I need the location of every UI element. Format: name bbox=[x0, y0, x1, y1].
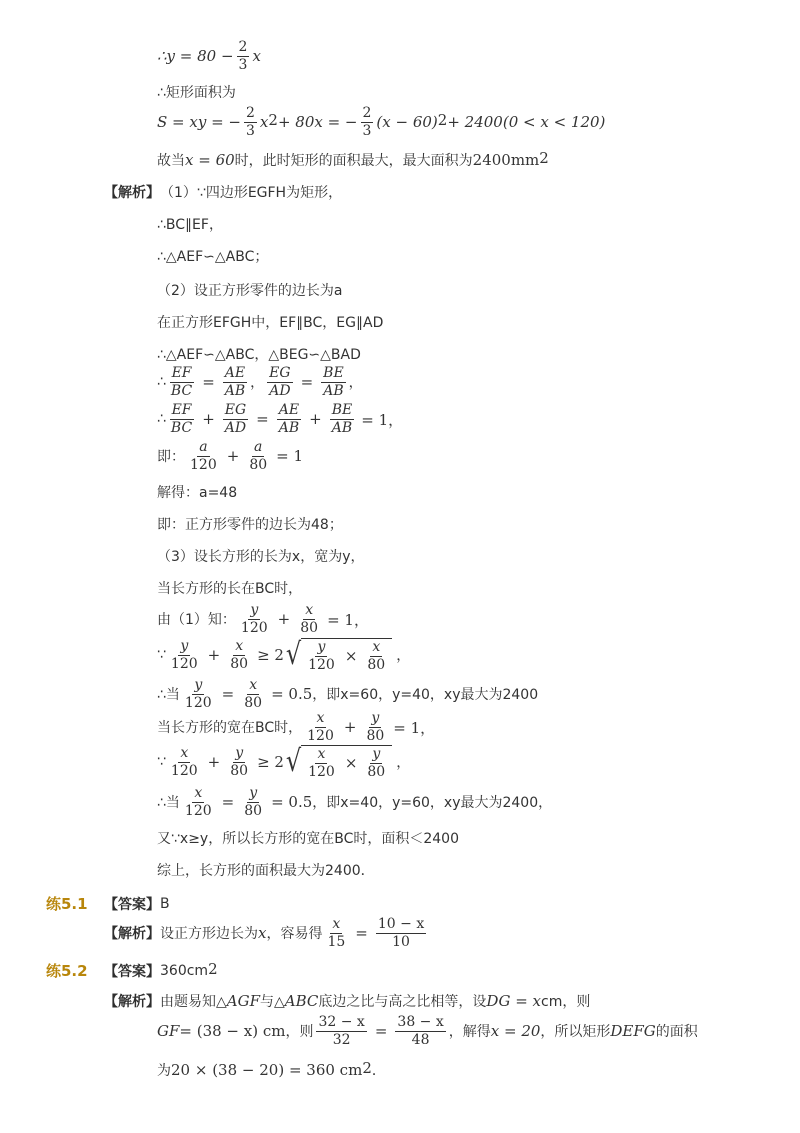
sqrt bbox=[284, 745, 392, 779]
text: ，解得 bbox=[448, 1024, 491, 1041]
answer-label: 【答案】 bbox=[104, 963, 160, 980]
text: （1）∵四边形EGFH为矩形， bbox=[160, 185, 343, 201]
text: = 0.5 bbox=[271, 685, 313, 704]
fraction bbox=[242, 678, 264, 710]
radical-sign: √ bbox=[285, 637, 302, 673]
exercise-number: 练5.2 bbox=[46, 962, 88, 980]
denominator: 80 bbox=[366, 727, 385, 744]
exercise-5-2-jiexi-line3 bbox=[157, 1060, 386, 1080]
jiexi-label: 【解析】 bbox=[104, 926, 160, 943]
fraction bbox=[169, 639, 200, 671]
numerator: y bbox=[235, 745, 244, 761]
fraction bbox=[365, 747, 387, 779]
jiexi-label: 【解析】 bbox=[104, 185, 160, 201]
fraction bbox=[330, 403, 355, 435]
text-line bbox=[157, 280, 343, 300]
text: = 1， bbox=[327, 610, 369, 629]
fraction bbox=[244, 106, 257, 138]
text: = 1 bbox=[276, 447, 304, 466]
text-line bbox=[157, 546, 364, 566]
numerator: AE bbox=[224, 365, 246, 381]
denominator: 120 bbox=[308, 763, 335, 780]
text: 当长方形的宽在BC时， bbox=[157, 720, 303, 737]
text: （3）设长方形的长为x，宽为y， bbox=[157, 549, 365, 565]
equation-p19 bbox=[157, 786, 552, 818]
superscript: 2 bbox=[208, 959, 218, 978]
text-line bbox=[157, 514, 343, 534]
numerator: y bbox=[250, 602, 259, 618]
equation-p17 bbox=[157, 711, 435, 743]
text: 综上，长方形的面积最大为2400． bbox=[157, 863, 375, 879]
fraction bbox=[365, 640, 387, 672]
text: ∴BC∥EF， bbox=[157, 217, 223, 233]
denominator: 80 bbox=[300, 619, 319, 636]
denominator: 10 bbox=[392, 933, 410, 950]
text: ，即x=40，y=60，xy最大为2400， bbox=[312, 795, 553, 812]
fraction bbox=[395, 1015, 445, 1047]
fraction bbox=[242, 786, 264, 818]
text: = 1， bbox=[393, 718, 436, 737]
numerator: EG bbox=[224, 402, 247, 418]
denominator: 80 bbox=[244, 694, 263, 711]
sqrt-body bbox=[301, 745, 392, 779]
denominator: 80 bbox=[367, 763, 386, 780]
numerator: x bbox=[372, 639, 381, 655]
eq-text: S = xy = − bbox=[157, 113, 241, 132]
denominator: 80 bbox=[230, 655, 249, 672]
exercise-5-1-jiexi bbox=[104, 917, 429, 949]
text: 解得：a=48 bbox=[157, 485, 238, 501]
numerator: y bbox=[371, 710, 380, 726]
fraction bbox=[325, 917, 347, 949]
fraction bbox=[183, 678, 214, 710]
text: 即： bbox=[157, 449, 185, 466]
text: 由（1）知： bbox=[157, 612, 236, 629]
fraction bbox=[267, 366, 292, 398]
eq-text: x bbox=[258, 924, 267, 943]
denominator: 80 bbox=[230, 762, 249, 779]
denominator: 80 bbox=[249, 456, 268, 473]
denominator: AB bbox=[278, 419, 300, 436]
eq-text: 20 × (38 − 20) = 360 cm bbox=[171, 1061, 363, 1079]
denominator: AB bbox=[331, 419, 353, 436]
text: 故当 bbox=[157, 153, 185, 169]
text: ，即x=60，y=40，xy最大为2400 bbox=[312, 687, 539, 704]
operator: ≥ 2 bbox=[257, 646, 284, 665]
answer-value: 360cm bbox=[160, 962, 209, 979]
operator: × bbox=[344, 754, 358, 773]
denominator: BC bbox=[170, 382, 193, 399]
text: ∴矩形面积为 bbox=[157, 85, 236, 101]
operator: × bbox=[344, 647, 358, 666]
numerator: y bbox=[249, 785, 258, 801]
text: ∴△AEF∽△ABC； bbox=[157, 249, 269, 265]
text: 设正方形边长为 bbox=[160, 926, 258, 943]
numerator: 2 bbox=[246, 105, 255, 121]
eq-text: DEFG bbox=[610, 1022, 656, 1041]
text: = 0.5 bbox=[271, 793, 313, 812]
text: 与△ bbox=[260, 994, 285, 1010]
superscript: 2 bbox=[268, 111, 278, 130]
fraction bbox=[376, 917, 426, 949]
denominator: 120 bbox=[190, 456, 217, 473]
numerator: EF bbox=[171, 365, 192, 381]
denominator: 120 bbox=[307, 727, 334, 744]
text: ∴当 bbox=[157, 795, 180, 812]
numerator: x bbox=[305, 602, 314, 618]
text: 时，此时矩形的面积最大，最大面积为 bbox=[234, 153, 473, 169]
text: 又∵x≥y，所以长方形的宽在BC时，面积＜2400 bbox=[157, 831, 459, 847]
superscript: 2 bbox=[539, 149, 549, 167]
fraction bbox=[361, 106, 374, 138]
eq-text: + 2400(0 < x < 120) bbox=[447, 113, 606, 132]
numerator: x bbox=[332, 916, 341, 932]
exercise-5-2-answer bbox=[46, 960, 218, 981]
text: 的面积 bbox=[655, 1024, 698, 1041]
text: ∴ bbox=[157, 411, 166, 428]
denominator: AB bbox=[224, 382, 246, 399]
eq-text: x = 60 bbox=[185, 151, 235, 169]
exercise-5-2-jiexi-line1 bbox=[104, 991, 590, 1011]
denominator: 3 bbox=[362, 122, 372, 139]
text: 当长方形的长在BC时， bbox=[157, 581, 303, 597]
denominator: 32 bbox=[332, 1031, 351, 1048]
text: ∴ bbox=[157, 374, 166, 391]
fraction bbox=[298, 603, 320, 635]
denominator: 48 bbox=[411, 1031, 430, 1048]
numerator: EF bbox=[171, 402, 192, 418]
operator: = bbox=[221, 685, 235, 704]
operator: = bbox=[355, 924, 368, 943]
numerator: BE bbox=[323, 365, 344, 381]
operator: = bbox=[374, 1022, 388, 1041]
text: ． bbox=[371, 1063, 386, 1079]
denominator: 120 bbox=[184, 802, 212, 819]
text: ，所以矩形 bbox=[540, 1024, 611, 1041]
jiexi-label: 【解析】 bbox=[104, 994, 160, 1010]
denominator: 120 bbox=[308, 656, 335, 673]
radical-sign: √ bbox=[285, 744, 302, 780]
sqrt-body bbox=[301, 638, 392, 672]
operator: + bbox=[277, 610, 291, 629]
exercise-number: 练5.1 bbox=[46, 895, 88, 913]
text-line bbox=[157, 82, 236, 102]
fraction bbox=[228, 639, 250, 671]
denominator: AB bbox=[323, 382, 344, 399]
text-line bbox=[157, 860, 375, 880]
numerator: y bbox=[317, 639, 326, 655]
equation-ratio bbox=[157, 366, 363, 398]
denominator: 120 bbox=[170, 655, 198, 672]
denominator: 120 bbox=[240, 619, 268, 636]
fraction bbox=[247, 440, 269, 472]
text: ， bbox=[348, 375, 363, 392]
numerator: EG bbox=[269, 365, 291, 381]
eq-text: (x − 60) bbox=[376, 113, 438, 132]
exercise-5-1-answer bbox=[46, 893, 170, 914]
numerator: 38 − x bbox=[397, 1014, 444, 1030]
equation-a bbox=[157, 440, 303, 472]
fraction bbox=[228, 746, 250, 778]
text: cm，则 bbox=[541, 994, 591, 1010]
numerator: x bbox=[317, 746, 326, 762]
numerator: a bbox=[254, 439, 263, 455]
operator: + bbox=[226, 447, 240, 466]
operator: = bbox=[300, 373, 314, 392]
denominator: 15 bbox=[327, 933, 346, 950]
denominator: 3 bbox=[238, 56, 248, 73]
denominator: AD bbox=[224, 419, 247, 436]
denominator: 120 bbox=[184, 694, 212, 711]
text: （2）设正方形零件的边长为a bbox=[157, 283, 343, 299]
eq-text: 2400mm bbox=[472, 151, 540, 169]
operator: + bbox=[207, 646, 221, 665]
exercise-5-2-jiexi-line2 bbox=[157, 1015, 698, 1047]
fraction bbox=[223, 403, 248, 435]
fraction bbox=[277, 403, 301, 435]
text: ， bbox=[396, 755, 411, 772]
numerator: x bbox=[194, 785, 203, 801]
equation-sum bbox=[157, 403, 403, 435]
eq-text: x = 20 bbox=[490, 1022, 541, 1041]
numerator: x bbox=[235, 638, 244, 654]
answer-value: B bbox=[160, 895, 170, 912]
numerator: 2 bbox=[238, 39, 248, 55]
text-line bbox=[157, 828, 459, 848]
eq-text: ABC bbox=[284, 992, 319, 1010]
equation-p16 bbox=[157, 678, 538, 710]
fraction bbox=[364, 711, 386, 743]
fraction bbox=[321, 366, 346, 398]
text: ，容易得 bbox=[266, 926, 323, 943]
denominator: 3 bbox=[246, 122, 255, 139]
superscript: 2 bbox=[437, 111, 448, 130]
numerator: 10 − x bbox=[377, 916, 425, 932]
eq-text: x bbox=[252, 47, 261, 66]
superscript: 2 bbox=[362, 1059, 372, 1077]
fraction bbox=[306, 747, 337, 779]
fraction bbox=[188, 440, 219, 472]
fraction bbox=[306, 640, 337, 672]
text: ∵ bbox=[157, 754, 166, 771]
text-line bbox=[157, 482, 237, 502]
eq-text: x bbox=[259, 113, 269, 132]
denominator: 120 bbox=[170, 762, 198, 779]
fraction bbox=[169, 746, 200, 778]
text: ， bbox=[396, 648, 411, 665]
text: 即：正方形零件的边长为48； bbox=[157, 517, 343, 533]
text: 在正方形EFGH中，EF∥BC，EG∥AD bbox=[157, 315, 384, 331]
text-line bbox=[157, 344, 361, 364]
fraction bbox=[169, 366, 194, 398]
operator: + bbox=[309, 410, 322, 429]
denominator: BC bbox=[170, 419, 193, 436]
conclusion-line bbox=[157, 150, 549, 170]
operator: = bbox=[202, 373, 215, 392]
numerator: 32 − x bbox=[318, 1014, 365, 1030]
operator: = bbox=[221, 793, 235, 812]
text: ，则 bbox=[285, 1024, 314, 1041]
numerator: x bbox=[249, 677, 258, 693]
numerator: x bbox=[316, 710, 325, 726]
text: ∵ bbox=[157, 647, 166, 664]
fraction bbox=[316, 1015, 366, 1047]
fraction bbox=[237, 40, 250, 72]
text: = 1， bbox=[361, 410, 404, 429]
text: ， bbox=[250, 375, 265, 392]
denominator: 80 bbox=[367, 656, 386, 673]
equation-p14 bbox=[157, 603, 369, 635]
fraction bbox=[183, 786, 214, 818]
text-line bbox=[157, 246, 268, 266]
text: 底边之比与高之比相等，设 bbox=[318, 994, 487, 1010]
numerator: x bbox=[180, 745, 189, 761]
text: ∴△AEF∽△ABC，△BEG∽△BAD bbox=[157, 347, 361, 363]
equation-area bbox=[157, 106, 605, 138]
operator: + bbox=[207, 753, 221, 772]
text-line bbox=[157, 214, 223, 234]
fraction bbox=[169, 403, 194, 435]
eq-text: AGF bbox=[226, 992, 261, 1010]
operator: = bbox=[256, 410, 269, 429]
numerator: BE bbox=[331, 402, 353, 418]
text-line bbox=[157, 312, 383, 332]
operator: + bbox=[343, 718, 357, 737]
operator: + bbox=[202, 410, 215, 429]
sqrt bbox=[284, 638, 392, 672]
fraction bbox=[305, 711, 336, 743]
operator: ≥ 2 bbox=[257, 753, 284, 772]
numerator: AE bbox=[278, 402, 300, 418]
text: ∴当 bbox=[157, 687, 180, 704]
numerator: 2 bbox=[362, 105, 372, 121]
inequality-p18 bbox=[157, 745, 410, 779]
eq-text: GF bbox=[157, 1022, 180, 1041]
denominator: 80 bbox=[244, 802, 263, 819]
eq-text: DG = x bbox=[486, 992, 541, 1010]
answer-label: 【答案】 bbox=[104, 896, 160, 913]
numerator: y bbox=[180, 638, 189, 654]
eq-text: + 80x = − bbox=[277, 113, 358, 132]
fraction bbox=[239, 603, 270, 635]
numerator: y bbox=[194, 677, 203, 693]
eq-text: = (38 − x) cm bbox=[179, 1022, 286, 1041]
equation-y bbox=[157, 40, 261, 72]
numerator: a bbox=[199, 439, 208, 455]
denominator: AD bbox=[269, 382, 291, 399]
jiexi-line bbox=[104, 182, 342, 202]
inequality-p15 bbox=[157, 638, 410, 672]
eq-text: ∴y = 80 − bbox=[157, 47, 234, 66]
numerator: y bbox=[372, 746, 381, 762]
text: 为 bbox=[157, 1063, 171, 1079]
fraction bbox=[223, 366, 247, 398]
text-line bbox=[157, 578, 302, 598]
text: 由题易知△ bbox=[160, 994, 227, 1010]
